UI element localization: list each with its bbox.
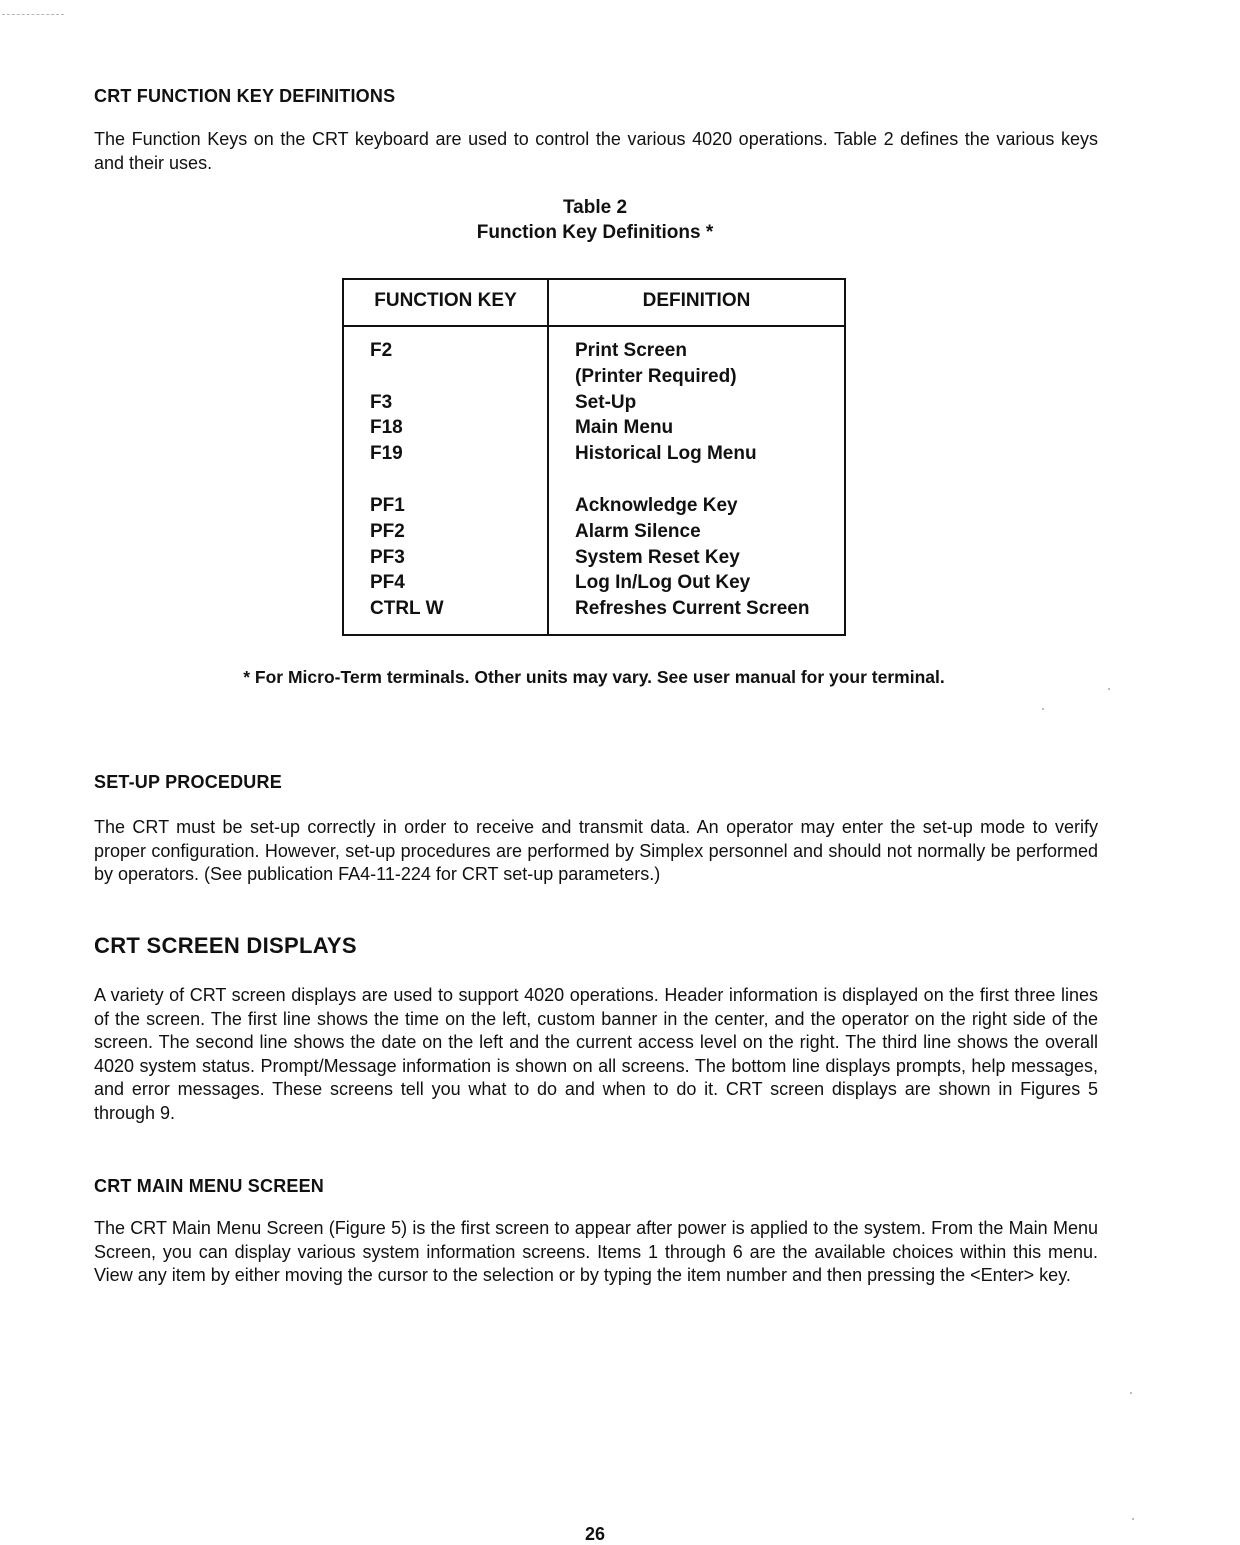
heading-crt-screen-displays: CRT SCREEN DISPLAYS <box>94 933 357 958</box>
definition-cell: Set-Up <box>575 391 637 413</box>
scan-speck <box>1132 1518 1134 1520</box>
table-caption-number: Table 2 <box>562 197 628 218</box>
key-cell: F18 <box>370 417 403 439</box>
definition-cell: Main Menu <box>575 417 674 439</box>
page-number: 26 <box>584 1524 606 1544</box>
definition-cell: Log In/Log Out Key <box>575 572 751 594</box>
table-row <box>344 545 844 571</box>
definition-cell <box>547 338 737 390</box>
definition-cell: Historical Log Menu <box>575 443 757 465</box>
scan-speck <box>1130 1392 1132 1394</box>
definition-cell: Acknowledge Key <box>575 494 738 516</box>
paragraph-crt-main-menu-screen: The CRT Main Menu Screen (Figure 5) is the first screen to appear after power is applied to the system. From the Main Menu Screen, you can display various system information screens. Items 1 through 6 are the available choices within this menu. View any item by either moving the cursor to the selection or by typing the item number and then pressing the <Enter> key. <box>94 1218 1098 1285</box>
definition-line: (Printer Required) <box>575 365 737 387</box>
key-cell: CTRL W <box>370 598 444 620</box>
heading-crt-function-key-definitions: CRT FUNCTION KEY DEFINITIONS <box>94 86 396 106</box>
key-cell: PF4 <box>370 572 405 594</box>
definition-cell: Alarm Silence <box>575 520 701 542</box>
table-header-divider <box>344 325 844 327</box>
definition-cell: Refreshes Current Screen <box>575 598 810 620</box>
table-row <box>344 493 844 519</box>
table-body <box>344 338 844 622</box>
table-row <box>344 596 844 622</box>
key-cell: F2 <box>370 340 393 361</box>
table-header-definition: DEFINITION <box>642 290 751 311</box>
key-cell: F19 <box>370 443 403 465</box>
table-row <box>344 338 844 390</box>
paragraph-setup-procedure: The CRT must be set-up correctly in order to receive and transmit data. An operator may enter the set-up mode to verify proper configuration. However, set-up procedures are performed by Simplex personnel and should not normally be performed by operators. (See publication FA4-11-224 for CRT set-up parameters.) <box>94 817 1098 884</box>
key-cell: F3 <box>370 391 393 413</box>
heading-crt-main-menu-screen: CRT MAIN MENU SCREEN <box>94 1176 325 1196</box>
paragraph-function-keys-intro: The Function Keys on the CRT keyboard are used to control the various 4020 operations. Table 2 defines the various keys and their uses. <box>94 129 1098 173</box>
key-cell: PF2 <box>370 520 405 542</box>
definition-cell: System Reset Key <box>575 546 740 568</box>
table-row <box>344 390 844 416</box>
table-footnote: * For Micro-Term terminals. Other units may vary. See user manual for your terminal. <box>243 667 945 687</box>
function-key-table <box>342 278 846 636</box>
paragraph-crt-screen-displays: A variety of CRT screen displays are used to support 4020 operations. Header information is displayed on the first three lines of the screen. The first line shows the time on the left, custom banner in the center, and the operator on the right side of the screen. The second line shows the date on the left and the current access level on the right. The third line shows the overall 4020 system status. Prompt/Message information is shown on all screens. The bottom line displays prompts, help messages, and error messages. These screens tell you what to do and when to do it. CRT screen displays are shown in Figures 5 through 9. <box>94 985 1098 1123</box>
scan-speck <box>1108 688 1110 690</box>
table-row <box>344 570 844 596</box>
table-caption-title: Function Key Definitions * <box>476 222 714 243</box>
table-header-function-key: FUNCTION KEY <box>374 290 517 311</box>
table-row <box>344 441 844 467</box>
key-cell: PF3 <box>370 546 405 568</box>
key-cell: PF1 <box>370 494 405 516</box>
scan-corner-mark <box>2 14 64 15</box>
heading-setup-procedure: SET-UP PROCEDURE <box>94 772 282 792</box>
table-row <box>344 415 844 441</box>
definition-line: Print Screen <box>575 340 687 361</box>
table-row <box>344 519 844 545</box>
scan-speck <box>1042 708 1044 710</box>
